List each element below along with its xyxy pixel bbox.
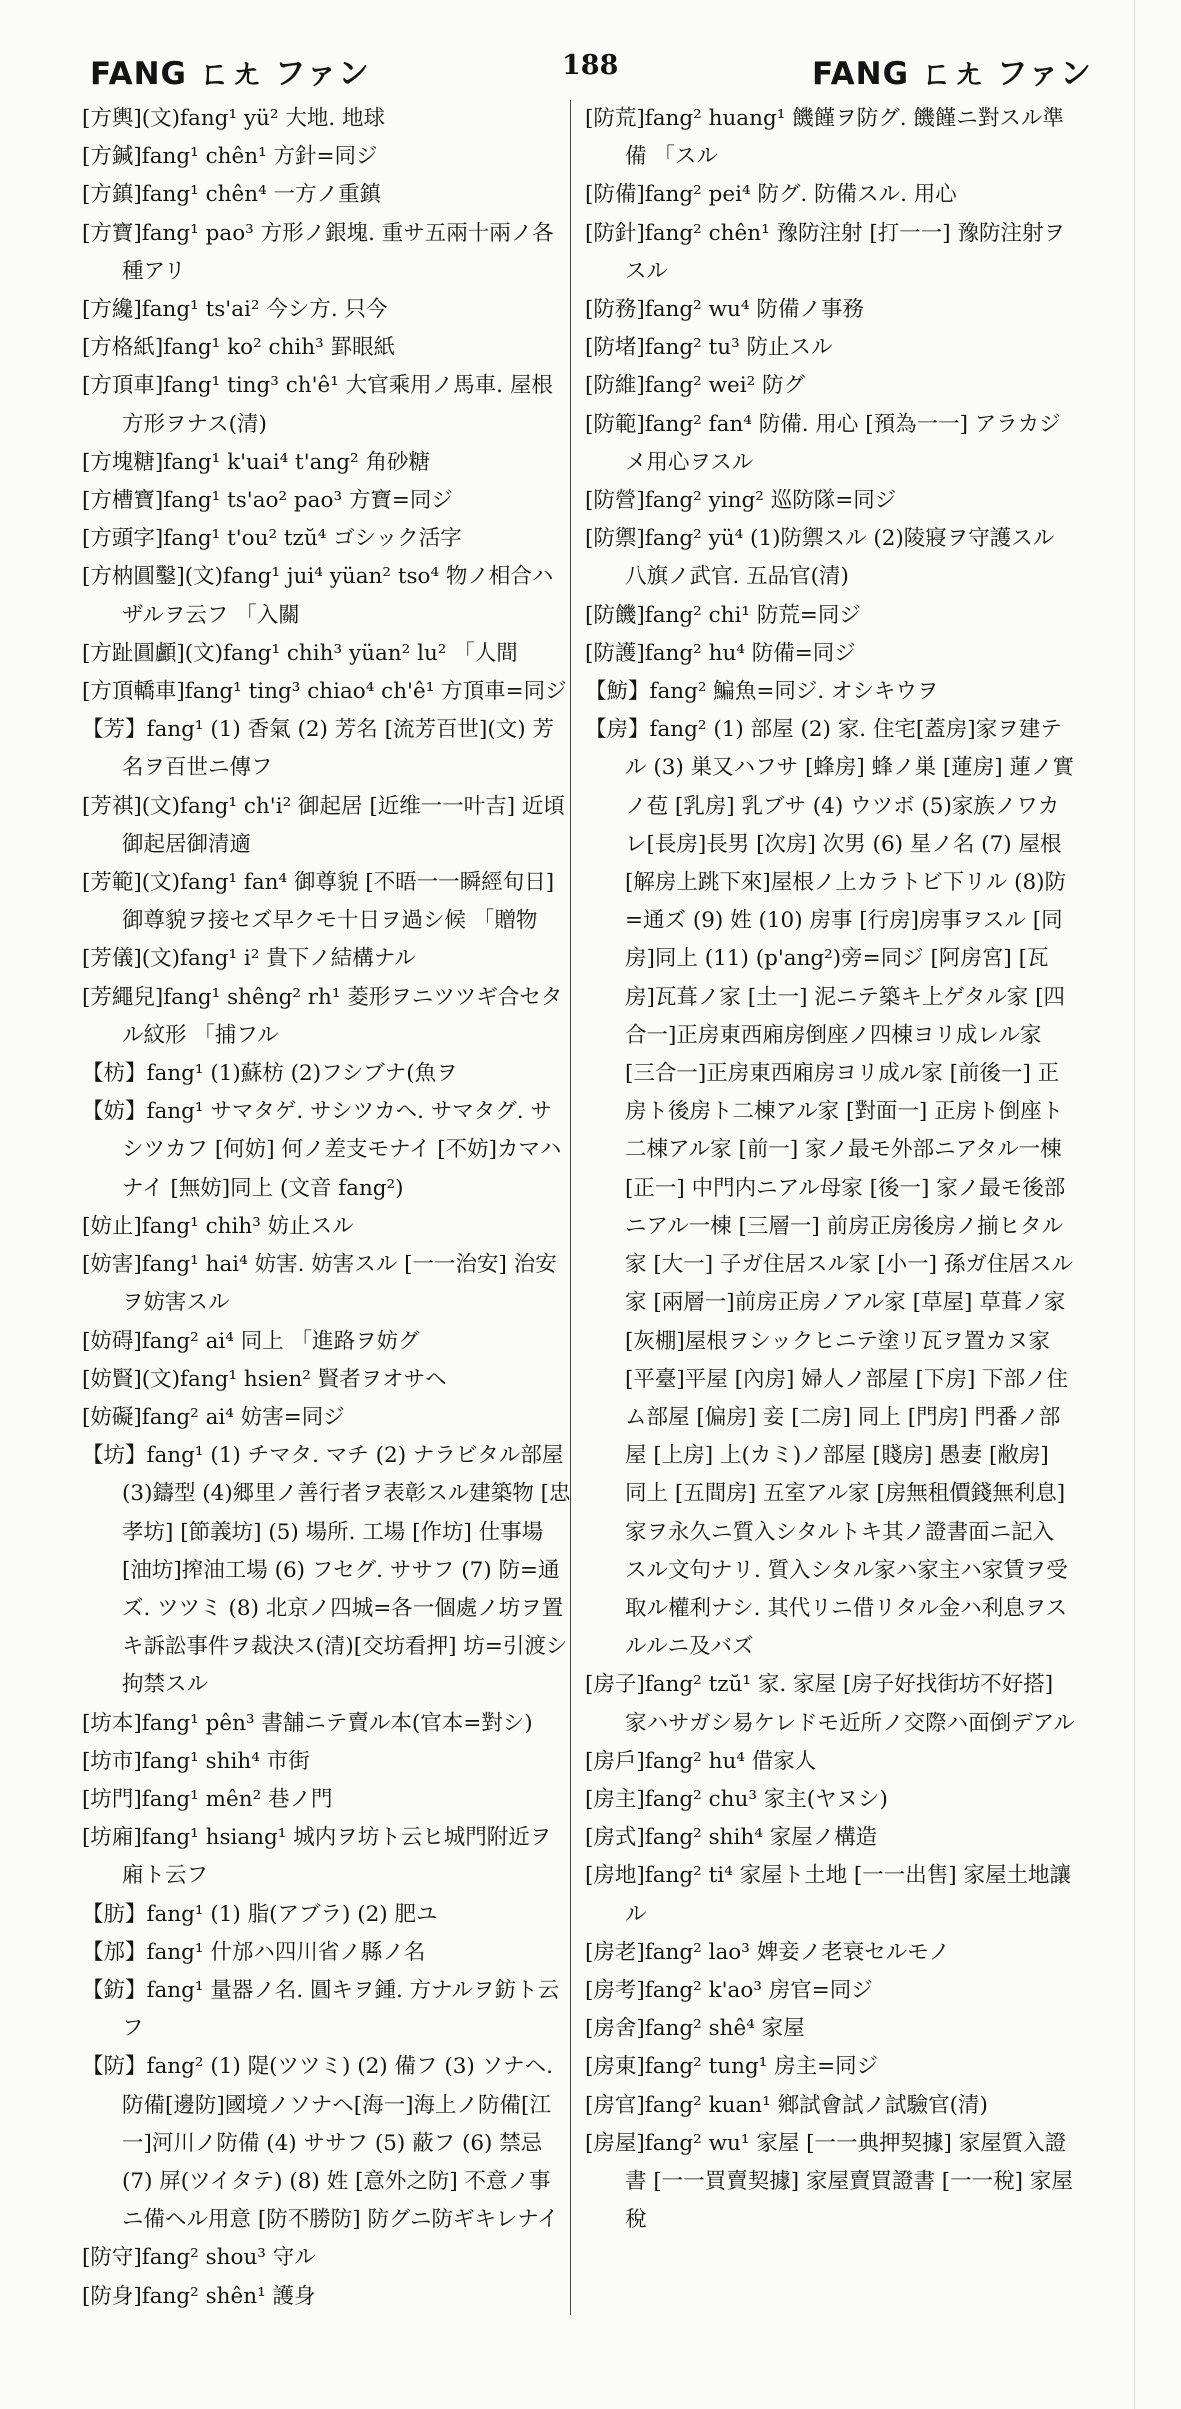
dictionary-entry: [坊門]fang¹ mên² 巷ノ門 (82, 1786, 333, 1812)
running-head-right: FANG ㄈㄤ ファン (812, 56, 1092, 92)
dictionary-entry: [坊廂]fang¹ hsiang¹ 城内ヲ坊ト云ヒ城門附近ヲ廂ト云フ (82, 1825, 552, 1889)
dictionary-entry: [防守]fang² shou³ 守ル (82, 2245, 316, 2271)
dictionary-entry: 【坊】fang¹ (1) チマタ. マチ (2) ナラビタル部屋 (3)鑄型 (4)郷里ノ善行者ヲ表彰スル建築物 [忠孝坊] [節義坊] (5) 場所. 工場 [作坊] 仕事場 [油坊]搾油工場 (6) フセグ. ササフ (7) 防=通ズ. ツツミ (8) 北京ノ四城=各一個處ノ坊ヲ置キ訴訟事件ヲ裁決ス(清)[交坊看押] 坊=引渡シ拘禁スル (82, 1443, 571, 1698)
dictionary-entry: [方格紙]fang¹ ko² chih³ 罫眼紙 (82, 335, 396, 361)
dictionary-entry: [房戶]fang² hu⁴ 借家人 (585, 1748, 817, 1774)
dictionary-entry: [方頭字]fang¹ t'ou² tzŭ⁴ ゴシック活字 (82, 526, 462, 552)
page-edge-line (1134, 0, 1135, 2409)
dictionary-entry: [方頂車]fang¹ ting³ ch'ê¹ 大官乘用ノ馬車. 屋根方形ヲナス(清) (82, 373, 553, 437)
dictionary-entry: [芳繩兒]fang¹ shêng² rh¹ 菱形ヲニツツギ合セタル紋形 「捕フル (82, 984, 563, 1048)
dictionary-entry: [芳範](文)fang¹ fan⁴ 御尊貌 [不晤一一瞬經旬日] 御尊貌ヲ接セズ早クモ十日ヲ過シ候 「贈物 (82, 870, 561, 934)
dictionary-entry: [防饑]fang² chi¹ 防荒=同ジ (585, 602, 861, 628)
dictionary-entry: [房式]fang² shih⁴ 家屋ノ構造 (585, 1825, 878, 1851)
dictionary-entry: [坊市]fang¹ shih⁴ 市街 (82, 1748, 310, 1774)
dictionary-entry: [防禦]fang² yü⁴ (1)防禦スル (2)陵寢ヲ守護スル八旗ノ武官. 五品官(清) (585, 526, 1055, 590)
dictionary-entry: [防範]fang² fan⁴ 防備. 用心 [預為一一] アラカジメ用心ヲスル (585, 411, 1061, 475)
dictionary-entry: [房主]fang² chu³ 家主(ヤヌシ) (585, 1786, 888, 1812)
dictionary-entry: [妨礙]fang² ai⁴ 妨害=同ジ (82, 1404, 345, 1430)
running-head-left: FANG ㄈㄤ ファン (90, 56, 370, 92)
dictionary-entry: [防針]fang² chên¹ 豫防注射 [打一一] 豫防注射ヲスル (585, 220, 1065, 284)
dictionary-entry: [方寶]fang¹ pao³ 方形ノ銀塊. 重サ五兩十兩ノ各種アリ (82, 220, 554, 284)
left-column (82, 100, 572, 2316)
dictionary-entry: 【枋】fang¹ (1)蘇枋 (2)フシブナ(魚ヲ (82, 1061, 458, 1087)
dictionary-entry: [房考]fang² k'ao³ 房官=同ジ (585, 1977, 873, 2003)
dictionary-entry: [方輿](文)fang¹ yü² 大地. 地球 (82, 106, 386, 131)
dictionary-entry: 【肪】fang¹ (1) 脂(アブラ) (2) 肥ユ (82, 1901, 438, 1927)
dictionary-entry: 【芳】fang¹ (1) 香氣 (2) 芳名 [流芳百世](文) 芳名ヲ百世ニ傳フ (82, 717, 554, 781)
dictionary-entry: [防備]fang² pei⁴ 防グ. 防備スル. 用心 (585, 182, 957, 208)
dictionary-entry: [方塊糖]fang¹ k'uai⁴ t'ang² 角砂糖 (82, 449, 430, 475)
dictionary-entry: 【鈁】fang¹ 量器ノ名. 圓キヲ鍾. 方ナルヲ鈁ト云フ (82, 1977, 560, 2042)
dictionary-entry: [房子]fang² tzŭ¹ 家. 家屋 [房子好找街坊不好搭] 家ハサガシ易ケレドモ近所ノ交際ハ面倒デアル (585, 1672, 1075, 1736)
dictionary-entry: [防營]fang² ying² 巡防隊=同ジ (585, 488, 897, 514)
dictionary-entry: [房屋]fang² wu¹ 家屋 [一一典押契據] 家屋質入證書 [一一買賣契據] 家屋賣買證書 [一一稅] 家屋稅 (585, 2130, 1073, 2233)
dictionary-entry: [方纔]fang¹ ts'ai² 今シ方. 只今 (82, 297, 388, 323)
dictionary-entry: [方鍼]fang¹ chên¹ 方針=同ジ (82, 144, 378, 170)
dictionary-entry: [防維]fang² wei² 防グ (585, 373, 806, 399)
dictionary-entry: [房地]fang² ti⁴ 家屋ト土地 [一一出售] 家屋土地讓ル (585, 1863, 1072, 1927)
dictionary-entry: [房老]fang² lao³ 婢妾ノ老衰セルモノ (585, 1939, 950, 1965)
dictionary-entry: 【魴】fang² 鯿魚=同ジ. オシキウヲ (585, 679, 939, 705)
dictionary-entry: [芳祺](文)fang¹ ch'i² 御起居 [近维一一叶吉] 近頃御起居御清適 (82, 793, 565, 857)
dictionary-entry: [防護]fang² hu⁴ 防備=同ジ (585, 640, 856, 666)
dictionary-entry: 【邡】fang¹ 什邡ハ四川省ノ縣ノ名 (82, 1939, 426, 1965)
dictionary-entry: [妨害]fang¹ hai⁴ 妨害. 妨害スル [一一治安] 治安ヲ妨害スル (82, 1252, 557, 1316)
dictionary-entry: [方枘圓鑿](文)fang¹ jui⁴ yüan² tso⁴ 物ノ相合ハザルヲ云フ 「入關 (82, 564, 554, 628)
dictionary-entry: [方槽寶]fang¹ ts'ao² pao³ 方寶=同ジ (82, 488, 453, 514)
page-number: 188 (562, 50, 619, 81)
dictionary-entry: [防堵]fang² tu³ 防止スル (585, 335, 833, 361)
dictionary-entry: [防身]fang² shên¹ 護身 (82, 2283, 316, 2309)
dictionary-entry: [防務]fang² wu⁴ 防備ノ事務 (585, 297, 864, 323)
dictionary-entry: 【防】fang² (1) 隄(ツツミ) (2) 備フ (3) ソナヘ. 防備[邊防]國境ノソナヘ[海一]海上ノ防備[江一]河川ノ防備 (4) ササフ (5) 蔽フ (6) 禁忌 (7) 屏(ツイタテ) (8) 姓 [意外之防] 不意ノ事ニ備ヘル用意 [防不勝防] 防グニ防ギキレナイ (82, 2054, 560, 2233)
dictionary-entry: [妨止]fang¹ chih³ 妨止スル (82, 1213, 354, 1239)
dictionary-entry: [房舍]fang² shê⁴ 家屋 (585, 2016, 805, 2042)
column-divider (570, 100, 571, 2315)
dictionary-entry: 【妨】fang¹ サマタゲ. サシツカヘ. サマタグ. サシツカフ [何妨] 何ノ差支モナイ [不妨]カマハナイ [無妨]同上 (文音 fang²) (82, 1099, 562, 1201)
dictionary-entry: [芳儀](文)fang¹ i² 貴下ノ結構ナル (82, 946, 416, 972)
dictionary-entry: 【房】fang² (1) 部屋 (2) 家. 住宅[蓋房]家ヲ建テル (3) 巣又ハフサ [蜂房] 蜂ノ巣 [蓮房] 蓮ノ實ノ苞 [乳房] 乳ブサ (4) ウツボ (5)家族ノワカレ[長房]長男 [次房] 次男 (6) 星ノ名 (7) 屋根 [解房上跳下來]屋根ノ上カラトビ下リル (8)防=通ズ (9) 姓 (10) 房事 [行房]房事ヲスル [同房]同上 (11) (p'ang²)旁=同ジ [阿房宮] [瓦房]瓦葺ノ家 [土一] 泥ニテ築キ上ゲタル家 [四合一]正房東西廂房倒座ノ四棟ヨリ成レル家 [三合一]正房東西廂房ヨリ成ル家 [前後一] 正房ト後房ト二棟アル家 [對面一] 正房ト倒座ト二棟アル家 [前一] 家ノ最モ外部ニアタル一棟 [正一] 中門内ニアル母家 [後一] 家ノ最モ後部ニアル一棟 [三層一] 前房正房後房ノ揃ヒタル家 [大一] 子ガ住居スル家 [小一] 孫ガ住居スル家 [兩層一]前房正房ノアル家 [草屋] 草葺ノ家 [灰棚]屋根ヲシックヒニテ塗リ瓦ヲ置カヌ家 [平臺]平屋 [內房] 婦人ノ部屋 [下房] 下部ノ住ム部屋 [偏房] 妾 [二房] 同上 [門房] 門番ノ部屋 [上房] 上(カミ)ノ部屋 [賤房] 愚妻 [敝房] 同上 [五間房] 五室アル家 [房無租價錢無利息] 家ヲ永久ニ質入シタルトキ其ノ證書面ニ記入スル文句ナリ. 質入シタル家ハ家主ハ家賃ヲ受取ル權利ナシ. 其代リニ借リタル金ハ利息ヲスルルニ及バズ (585, 717, 1075, 1660)
dictionary-entry: [房東]fang² tung¹ 房主=同ジ (585, 2054, 879, 2080)
dictionary-entry: [方鎮]fang¹ chên⁴ 一方ノ重鎮 (82, 182, 382, 208)
dictionary-entry: [坊本]fang¹ pên³ 書舗ニテ賣ル本(官本=對シ) (82, 1710, 533, 1736)
dictionary-entry: [方趾圓顱](文)fang¹ chih³ yüan² lu² 「人間 (82, 640, 518, 666)
page-header (82, 48, 1092, 92)
right-column (585, 100, 1075, 2239)
dictionary-entry: [方頂轎車]fang¹ ting³ chiao⁴ ch'ê¹ 方頂車=同ジ (82, 679, 567, 705)
dictionary-entry: [防荒]fang² huang¹ 饑饉ヲ防グ. 饑饉ニ對スル準備 「スル (585, 106, 1064, 170)
dictionary-entry: [妨碍]fang² ai⁴ 同上 「進路ヲ妨グ (82, 1328, 420, 1354)
dictionary-entry: [妨賢](文)fang¹ hsien² 賢者ヲオサヘ (82, 1366, 447, 1392)
dictionary-entry: [房官]fang² kuan¹ 鄉試會試ノ試驗官(清) (585, 2092, 988, 2118)
